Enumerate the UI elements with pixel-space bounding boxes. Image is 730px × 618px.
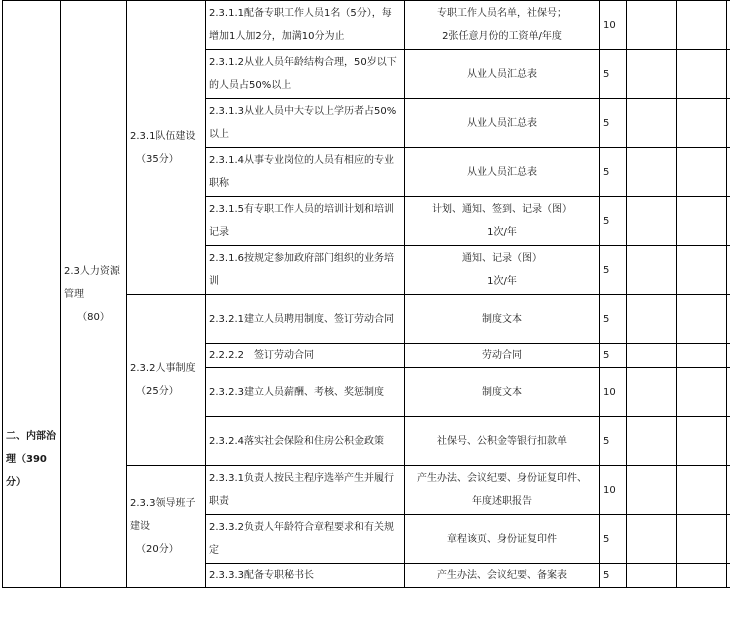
blank-cell <box>627 246 677 295</box>
score-value: 10 <box>600 466 627 515</box>
indicator-item: 2.3.1.1配备专职工作人员1名（5分），每增加1人加2分，加满10分为止 <box>206 1 405 50</box>
required-materials: 从业人员汇总表 <box>405 50 600 99</box>
blank-cell <box>627 148 677 197</box>
required-materials: 从业人员汇总表 <box>405 148 600 197</box>
blank-cell <box>627 99 677 148</box>
level3-category: 2.3.3领导班子建设 （20分） <box>127 466 206 588</box>
score-value: 5 <box>600 564 627 588</box>
score-value: 5 <box>600 50 627 99</box>
score-value: 5 <box>600 99 627 148</box>
indicator-item: 2.3.1.3从业人员中大专以上学历者占50%以上 <box>206 99 405 148</box>
required-materials: 计划、通知、签到、记录（图） 1次/年 <box>405 197 600 246</box>
blank-cell <box>677 197 727 246</box>
blank-cell <box>627 197 677 246</box>
score-value: 10 <box>600 1 627 50</box>
level1-category: 二、内部治理（390分） <box>3 1 61 588</box>
required-materials: 劳动合同 <box>405 344 600 368</box>
blank-cell <box>727 515 730 564</box>
score-value: 5 <box>600 197 627 246</box>
blank-cell <box>727 99 730 148</box>
required-materials: 社保号、公积金等银行扣款单 <box>405 417 600 466</box>
blank-cell <box>677 148 727 197</box>
blank-cell <box>727 1 730 50</box>
required-materials: 产生办法、会议纪要、身份证复印件、 年度述职报告 <box>405 466 600 515</box>
blank-cell <box>627 295 677 344</box>
score-value: 5 <box>600 417 627 466</box>
blank-cell <box>727 417 730 466</box>
blank-cell <box>627 515 677 564</box>
blank-cell <box>627 50 677 99</box>
indicator-item: 2.3.1.5有专职工作人员的培训计划和培训记录 <box>206 197 405 246</box>
level3-category: 2.3.1队伍建设 （35分） <box>127 1 206 295</box>
evaluation-table <box>2 0 730 588</box>
indicator-item: 2.2.2.2 签订劳动合同 <box>206 344 405 368</box>
blank-cell <box>677 344 727 368</box>
score-value: 5 <box>600 515 627 564</box>
blank-cell <box>677 564 727 588</box>
indicator-item: 2.3.2.3建立人员薪酬、考核、奖惩制度 <box>206 368 405 417</box>
blank-cell <box>727 197 730 246</box>
required-materials: 制度文本 <box>405 295 600 344</box>
blank-cell <box>727 466 730 515</box>
blank-cell <box>677 466 727 515</box>
blank-cell <box>677 246 727 295</box>
blank-cell <box>677 1 727 50</box>
blank-cell <box>627 466 677 515</box>
blank-cell <box>627 564 677 588</box>
required-materials: 制度文本 <box>405 368 600 417</box>
blank-cell <box>727 344 730 368</box>
blank-cell <box>677 295 727 344</box>
score-value: 5 <box>600 148 627 197</box>
table-row <box>3 1 730 50</box>
blank-cell <box>677 50 727 99</box>
indicator-item: 2.3.1.4从事专业岗位的人员有相应的专业职称 <box>206 148 405 197</box>
required-materials: 章程该页、身份证复印件 <box>405 515 600 564</box>
blank-cell <box>627 417 677 466</box>
indicator-item: 2.3.3.3配备专职秘书长 <box>206 564 405 588</box>
blank-cell <box>727 368 730 417</box>
indicator-item: 2.3.3.2负责人年龄符合章程要求和有关规定 <box>206 515 405 564</box>
level3-category: 2.3.2人事制度 （25分） <box>127 295 206 466</box>
indicator-item: 2.3.2.1建立人员聘用制度、签订劳动合同 <box>206 295 405 344</box>
indicator-item: 2.3.1.6按规定参加政府部门组织的业务培训 <box>206 246 405 295</box>
blank-cell <box>727 148 730 197</box>
blank-cell <box>627 344 677 368</box>
score-value: 10 <box>600 368 627 417</box>
blank-cell <box>727 246 730 295</box>
score-value: 5 <box>600 246 627 295</box>
blank-cell <box>677 417 727 466</box>
blank-cell <box>627 368 677 417</box>
indicator-item: 2.3.1.2从业人员年龄结构合理，50岁以下的人员占50%以上 <box>206 50 405 99</box>
level2-category: 2.3人力资源管理 （80） <box>61 1 127 588</box>
indicator-item: 2.3.2.4落实社会保险和住房公积金政策 <box>206 417 405 466</box>
blank-cell <box>627 1 677 50</box>
blank-cell <box>727 564 730 588</box>
blank-cell <box>677 99 727 148</box>
score-value: 5 <box>600 344 627 368</box>
score-value: 5 <box>600 295 627 344</box>
blank-cell <box>727 295 730 344</box>
required-materials: 产生办法、会议纪要、备案表 <box>405 564 600 588</box>
required-materials: 专职工作人员名单，社保号； 2张任意月份的工资单/年度 <box>405 1 600 50</box>
required-materials: 通知、记录（图） 1次/年 <box>405 246 600 295</box>
blank-cell <box>727 50 730 99</box>
blank-cell <box>677 515 727 564</box>
required-materials: 从业人员汇总表 <box>405 99 600 148</box>
indicator-item: 2.3.3.1负责人按民主程序选举产生并履行职责 <box>206 466 405 515</box>
blank-cell <box>677 368 727 417</box>
